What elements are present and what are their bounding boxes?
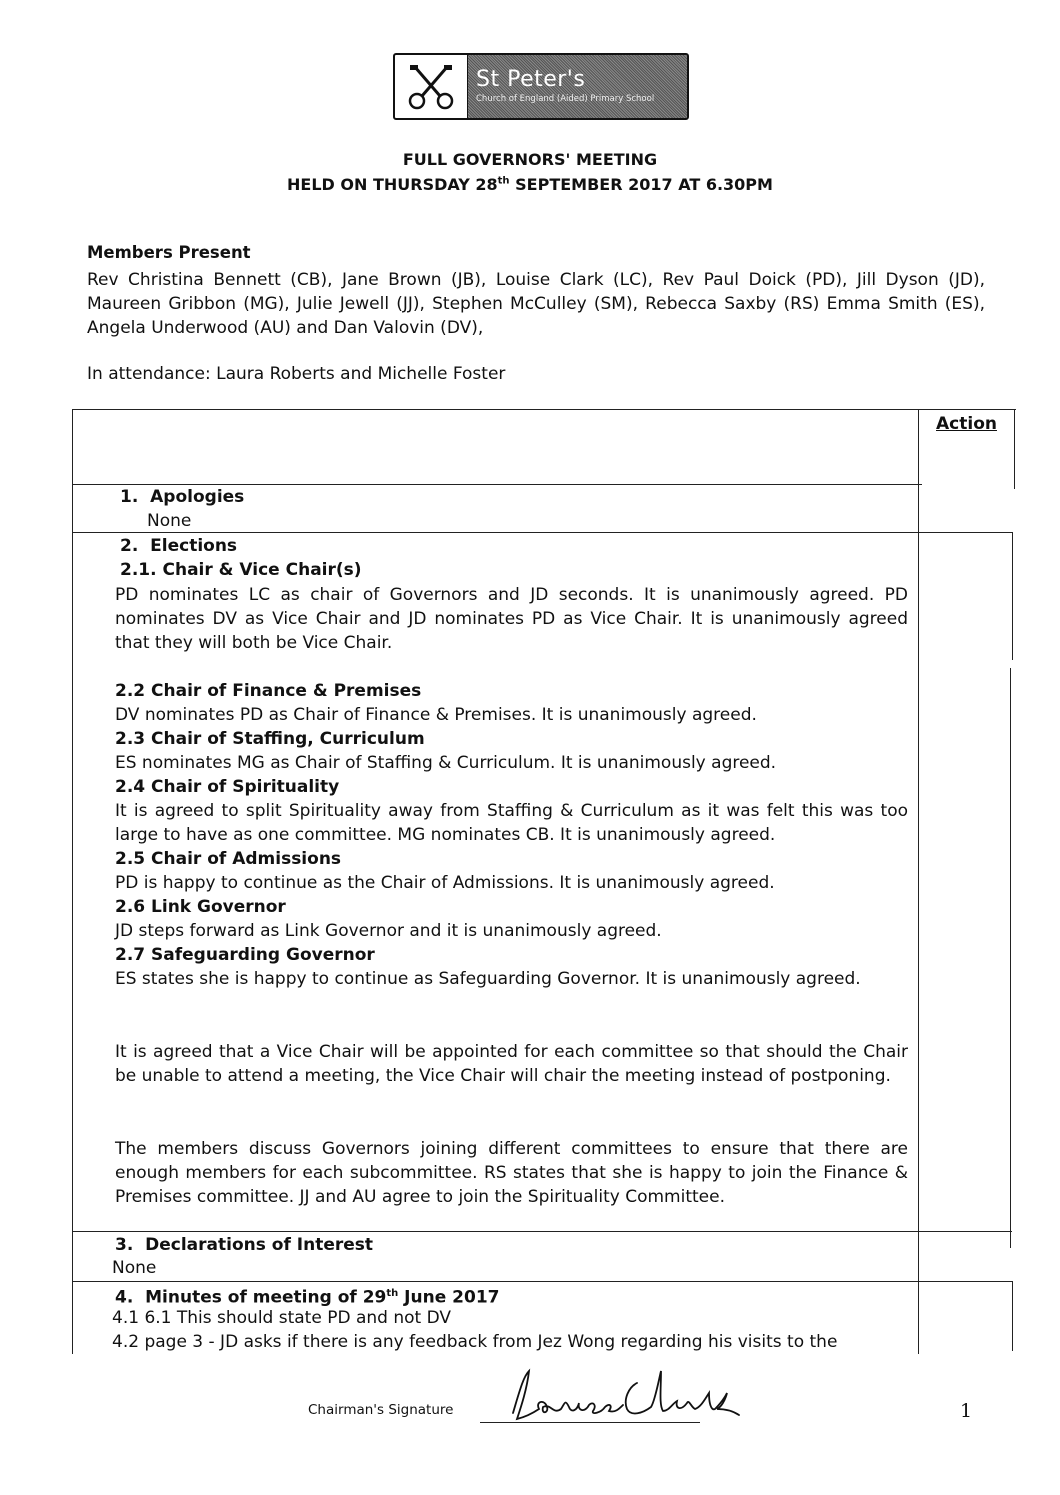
members-heading: Members Present bbox=[87, 243, 251, 262]
section-3-title: Declarations of Interest bbox=[145, 1235, 374, 1255]
section-2-paragraph-committees: The members discuss Governors joining different committees to ensure that there are enough members for each subcommittee. RS states that she is happy to join the Finance & Premises committee. JJ and AU agree to join the Spirituality Committee. bbox=[115, 1139, 908, 1207]
section-2-6-body: JD steps forward as Link Governor and it is unanimously agreed. bbox=[115, 921, 662, 941]
logo-text-block bbox=[468, 55, 687, 118]
action-column-header: Action bbox=[936, 414, 997, 434]
section-2-1-title: 2.1. Chair & Vice Chair(s) bbox=[120, 560, 362, 580]
section-2-7-title: 2.7 Safeguarding Governor bbox=[115, 945, 375, 965]
logo-school-subtitle: Church of England (Aided) Primary School bbox=[476, 94, 655, 104]
section-1-number: 1. bbox=[120, 487, 139, 507]
table-border-right bbox=[1014, 409, 1015, 489]
section-4-title-post: June 2017 bbox=[398, 1287, 500, 1308]
table-border-left bbox=[72, 409, 73, 1354]
section-2-4-body: It is agreed to split Spirituality away from Staffing & Curriculum as it was felt this was too large to have as one committee. MG nominates CB. It is unanimously agreed. bbox=[115, 801, 908, 845]
section-2-3-title: 2.3 Chair of Staffing, Curriculum bbox=[115, 729, 425, 749]
table-border-top bbox=[72, 409, 1016, 410]
section-2-6-title: 2.6 Link Governor bbox=[115, 897, 286, 917]
table-border-right-3 bbox=[1010, 668, 1011, 1248]
section-1-body: None bbox=[147, 511, 192, 531]
table-border-right-4 bbox=[1012, 1281, 1013, 1351]
section-4-title-sup: th bbox=[386, 1288, 399, 1299]
attendance-line: In attendance: Laura Roberts and Michelle Foster bbox=[87, 364, 506, 384]
section-4-item-2: 4.2 page 3 - JD asks if there is any feedback from Jez Wong regarding his visits to the bbox=[112, 1332, 838, 1352]
meeting-date-pre: HELD ON THURSDAY 28 bbox=[287, 175, 498, 194]
section-4-item-1: 4.1 6.1 This should state PD and not DV bbox=[112, 1308, 452, 1328]
crossed-keys-icon bbox=[395, 55, 468, 118]
meeting-title: FULL GOVERNORS' MEETING bbox=[402, 150, 658, 169]
section-2-number: 2. bbox=[120, 536, 139, 556]
section-2-paragraph-vice-chair: It is agreed that a Vice Chair will be appointed for each committee so that should the Chair be unable to attend a meeting, the Vice Chair will chair the meeting instead of postponing. bbox=[115, 1042, 908, 1086]
section-1-heading bbox=[120, 485, 244, 509]
section-2-7-body: ES states she is happy to continue as Safeguarding Governor. It is unanimously agreed. bbox=[115, 969, 861, 989]
meeting-date-sup: th bbox=[497, 175, 510, 187]
members-list: Rev Christina Bennett (CB), Jane Brown (JB), Louise Clark (LC), Rev Paul Doick (PD), Jill Dyson (JD), Maureen Gribbon (MG), Julie Jewell (JJ), Stephen McCulley (SM), Rebecca Saxby (RS) Emma Smith (ES), Angela Underwood (AU) and Dan Valovin (DV), bbox=[87, 270, 985, 338]
chairman-signature bbox=[505, 1363, 755, 1429]
section-4-number: 4. bbox=[115, 1287, 134, 1308]
section-2-5-body: PD is happy to continue as the Chair of Admissions. It is unanimously agreed. bbox=[115, 873, 775, 893]
section-1-title: Apologies bbox=[150, 487, 245, 507]
meeting-date-post: SEPTEMBER 2017 AT 6.30PM bbox=[509, 175, 773, 194]
section-3-number: 3. bbox=[115, 1235, 134, 1255]
section-2-5-title: 2.5 Chair of Admissions bbox=[115, 849, 342, 869]
section-2-heading bbox=[120, 534, 237, 558]
section-2-1-body: PD nominates LC as chair of Governors and JD seconds. It is unanimously agreed. PD nominates DV as Vice Chair and JD nominates PD as Vice Chair. It is unanimously agreed that they will both be Vice Chair. bbox=[115, 585, 908, 653]
page-number: 1 bbox=[960, 1400, 973, 1422]
meeting-date-line bbox=[0, 175, 1060, 194]
table-column-divider bbox=[918, 409, 919, 1354]
row-divider-3 bbox=[72, 1231, 1012, 1232]
section-2-3-body: ES nominates MG as Chair of Staffing & Curriculum. It is unanimously agreed. bbox=[115, 753, 777, 773]
row-divider-2 bbox=[72, 532, 1012, 533]
logo-school-name: St Peter's bbox=[476, 67, 586, 92]
signature-label: Chairman's Signature bbox=[308, 1402, 454, 1418]
section-3-body: None bbox=[112, 1258, 157, 1278]
section-2-4-title: 2.4 Chair of Spirituality bbox=[115, 777, 340, 797]
table-border-right-2 bbox=[1012, 532, 1013, 660]
section-3-heading bbox=[115, 1233, 373, 1257]
section-2-2-title: 2.2 Chair of Finance & Premises bbox=[115, 681, 422, 701]
section-2-title: Elections bbox=[150, 536, 238, 556]
section-2-2-body: DV nominates PD as Chair of Finance & Premises. It is unanimously agreed. bbox=[115, 705, 757, 725]
section-4-title-pre: Minutes of meeting of 29 bbox=[145, 1287, 387, 1308]
school-logo bbox=[393, 53, 689, 120]
